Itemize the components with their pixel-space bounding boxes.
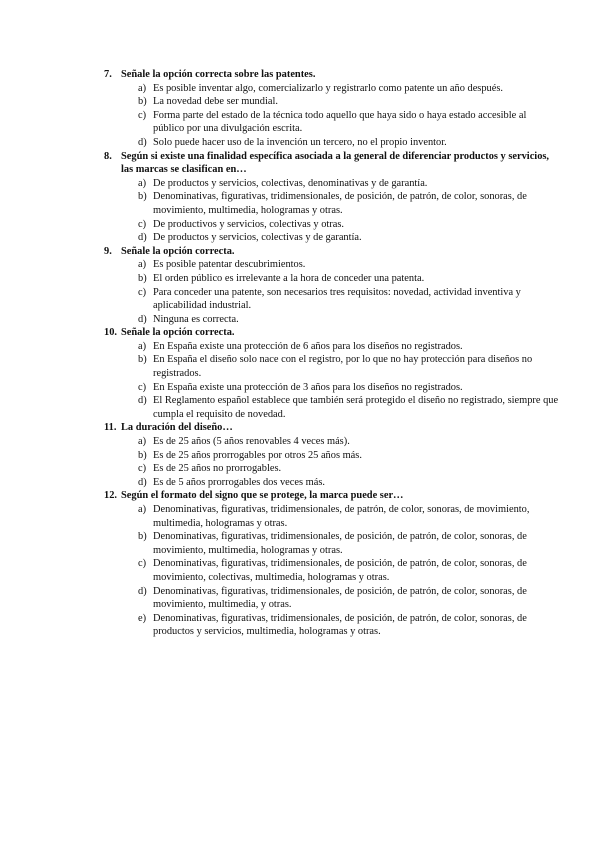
option-d <box>104 136 560 150</box>
option-b <box>104 190 560 217</box>
question-text: Según si existe una finalidad específica asociada a la general de diferenciar productos y servicios, las marcas se clasifican en… <box>121 150 550 176</box>
question-11 <box>104 421 560 489</box>
option-text: Es posible patentar descubrimientos. <box>153 259 306 271</box>
question-number: 11. <box>104 422 117 434</box>
question-number: 12. <box>104 490 117 502</box>
option-letter: c) <box>138 558 147 570</box>
option-text: Denominativas, figurativas, tridimensionales, de patrón, de color, sonoras, de movimiento, multimedia, hologramas y otras. <box>153 504 530 529</box>
option-c <box>104 557 560 584</box>
option-letter: b) <box>138 531 147 543</box>
question-text: Señale la opción correcta sobre las patentes. <box>121 69 316 80</box>
option-text: Ninguna es correcta. <box>153 313 239 325</box>
option-d <box>104 476 560 490</box>
option-b <box>104 449 560 463</box>
option-letter: d) <box>138 232 147 244</box>
option-letter: b) <box>138 272 147 284</box>
option-b <box>104 272 560 286</box>
option-text: Solo puede hacer uso de la invención un tercero, no el propio inventor. <box>153 136 447 148</box>
option-letter: d) <box>138 395 147 407</box>
option-d <box>104 585 560 612</box>
option-text: En España existe una protección de 6 años para los diseños no registrados. <box>153 340 463 352</box>
option-text: El orden público es irrelevante a la hora de conceder una patenta. <box>153 272 425 284</box>
option-c <box>104 109 560 136</box>
question-12 <box>104 489 560 639</box>
option-d <box>104 313 560 327</box>
option-d <box>104 231 560 245</box>
question-9 <box>104 245 560 327</box>
question-heading <box>104 326 560 340</box>
question-8 <box>104 150 560 245</box>
option-a <box>104 82 560 96</box>
option-letter: d) <box>138 585 147 597</box>
question-number: 7. <box>104 69 112 80</box>
option-letter: a) <box>138 436 147 448</box>
option-text: Es posible inventar algo, comercializarlo y registrarlo como patente un año después. <box>153 82 503 94</box>
option-c <box>104 218 560 232</box>
question-number: 9. <box>104 245 112 257</box>
option-list <box>104 435 560 489</box>
question-10 <box>104 326 560 421</box>
option-text: En España el diseño solo nace con el registro, por lo que no hay protección para diseños no registrados. <box>153 354 533 380</box>
option-text: Denominativas, figurativas, tridimensionales, de posición, de patrón, de color, sonoras, de movimiento, multimedia, hologramas y otras. <box>153 191 527 216</box>
question-7 <box>104 68 560 150</box>
question-number: 8. <box>104 150 112 162</box>
option-a <box>104 177 560 191</box>
option-text: En España existe una protección de 3 años para los diseños no registrados. <box>153 381 463 393</box>
option-letter: a) <box>138 340 147 352</box>
option-letter: c) <box>138 381 147 393</box>
option-c <box>104 381 560 395</box>
option-letter: c) <box>138 463 147 475</box>
option-text: Es de 5 años prorrogables dos veces más. <box>153 476 325 488</box>
option-b <box>104 95 560 109</box>
option-letter: d) <box>138 136 147 148</box>
question-heading <box>104 150 560 177</box>
question-text: La duración del diseño… <box>121 422 233 434</box>
option-a <box>104 258 560 272</box>
option-letter: d) <box>138 313 147 325</box>
option-letter: c) <box>138 286 147 298</box>
option-c <box>104 286 560 313</box>
option-letter: c) <box>138 218 147 230</box>
option-text: Es de 25 años (5 años renovables 4 veces más). <box>153 436 350 448</box>
option-letter: b) <box>138 449 147 461</box>
option-list <box>104 258 560 326</box>
option-c <box>104 462 560 476</box>
option-text: De productivos y servicios, colectivas y otras. <box>153 218 345 230</box>
option-b <box>104 353 560 380</box>
option-list <box>104 177 560 245</box>
option-letter: c) <box>138 109 147 121</box>
option-letter: a) <box>138 177 147 189</box>
option-text: Denominativas, figurativas, tridimensionales, de posición, de patrón, de color, sonoras, de movimiento, multimedia, y otras. <box>153 585 527 611</box>
option-letter: b) <box>138 96 147 108</box>
option-list <box>104 340 560 422</box>
question-number: 10. <box>104 327 117 339</box>
option-text: Denominativas, figurativas, tridimensionales, de posición, de patrón, de color, sonoras, de movimiento, multimedia, hologramas y otras. <box>153 531 527 556</box>
option-letter: b) <box>138 191 147 203</box>
option-text: El Reglamento español establece que también será protegido el diseño no registrado, siempre que cumpla el requisito de novedad. <box>153 395 559 420</box>
option-a <box>104 503 560 530</box>
option-a <box>104 435 560 449</box>
option-text: Es de 25 años no prorrogables. <box>153 463 282 475</box>
option-letter: d) <box>138 476 147 488</box>
option-list <box>104 82 560 150</box>
option-text: Denominativas, figurativas, tridimensionales, de posición, de patrón, de color, sonoras, de productos y servicios, multimedia, hologramas y otras. <box>153 612 527 638</box>
option-text: Para conceder una patente, son necesarios tres requisitos: novedad, actividad inventiva y aplicabilidad industrial. <box>153 286 521 312</box>
question-heading <box>104 68 560 82</box>
question-heading <box>104 245 560 259</box>
option-text: Forma parte del estado de la técnica todo aquello que haya sido o haya estado accesible al público por una divulgación escrita. <box>153 109 527 135</box>
question-text: Señale la opción correcta. <box>121 245 235 257</box>
option-b <box>104 530 560 557</box>
option-letter: a) <box>138 82 147 94</box>
option-list <box>104 503 560 639</box>
question-text: Según el formato del signo que se protege, la marca puede ser… <box>121 490 404 502</box>
option-a <box>104 340 560 354</box>
option-text: Denominativas, figurativas, tridimensionales, de posición, de patrón, de color, sonoras, de movimiento, colectivas, multimedia, hologramas y otras. <box>153 558 527 583</box>
option-letter: a) <box>138 259 147 271</box>
option-d <box>104 394 560 421</box>
option-text: De productos y servicios, colectivas, denominativas y de garantía. <box>153 177 428 189</box>
option-text: De productos y servicios, colectivas y de garantía. <box>153 232 362 244</box>
option-letter: e) <box>138 612 147 624</box>
question-heading <box>104 421 560 435</box>
question-heading <box>104 489 560 503</box>
question-text: Señale la opción correcta. <box>121 327 235 339</box>
option-e <box>104 612 560 639</box>
option-text: La novedad debe ser mundial. <box>153 96 278 108</box>
option-letter: a) <box>138 504 147 515</box>
option-letter: b) <box>138 354 147 366</box>
option-text: Es de 25 años prorrogables por otros 25 años más. <box>153 449 362 461</box>
